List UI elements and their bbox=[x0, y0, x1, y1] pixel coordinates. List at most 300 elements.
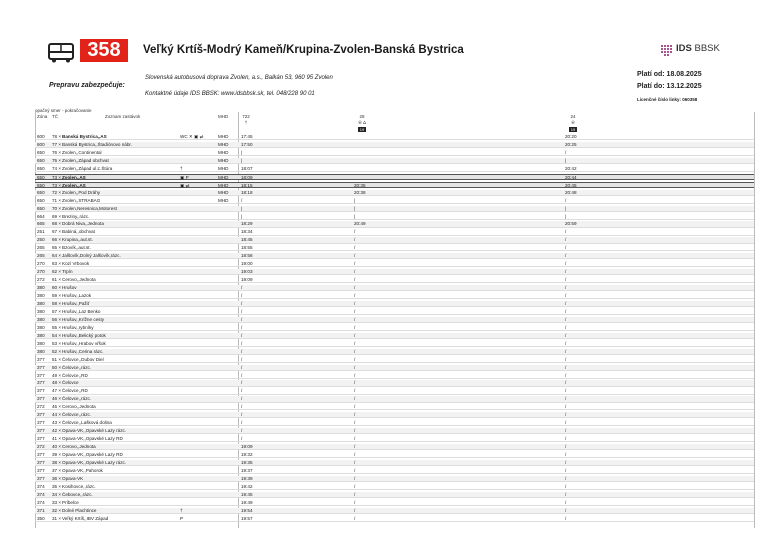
tc-cell: 54 × bbox=[52, 332, 62, 338]
table-row bbox=[35, 245, 754, 251]
valid-from: Platí od: 18.08.2025 bbox=[637, 71, 702, 78]
time-cell: | bbox=[241, 205, 243, 211]
trip-day-box: 19 bbox=[359, 127, 365, 132]
tc-cell: 39 × bbox=[52, 452, 62, 457]
time-cell: 18:07 bbox=[241, 165, 253, 171]
time-cell: / bbox=[354, 507, 356, 513]
time-cell: 19:49 bbox=[241, 499, 253, 505]
zone-cell: 664 bbox=[37, 213, 45, 219]
time-cell: 18:18 bbox=[241, 189, 253, 195]
stop-name: Hrušov,,Lazok bbox=[62, 293, 92, 298]
stop-name: Hrušov,,Cerina rázc. bbox=[62, 348, 104, 354]
time-cell: 18:55 bbox=[241, 245, 253, 251]
time-cell: 18:45 bbox=[241, 237, 253, 243]
zone-cell: 377 bbox=[37, 396, 45, 402]
time-cell: 20:44 bbox=[565, 174, 577, 180]
table-row bbox=[35, 182, 754, 188]
time-cell: / bbox=[565, 452, 567, 457]
time-cell: | bbox=[354, 197, 356, 203]
time-cell: / bbox=[354, 285, 356, 291]
time-cell: 20:20 bbox=[565, 134, 577, 139]
table-row bbox=[35, 357, 754, 363]
zone-cell: 270 bbox=[37, 269, 45, 275]
tc-cell: 64 × bbox=[52, 253, 62, 259]
time-cell: 19:45 bbox=[241, 491, 253, 497]
tc-cell: 48 × bbox=[52, 380, 62, 386]
time-cell: / bbox=[565, 428, 567, 434]
route-title: Veľký Krtíš-Modrý Kameň/Krupina-Zvolen-Banská Bystrica bbox=[143, 44, 464, 56]
time-cell: 19:35 bbox=[241, 459, 253, 465]
stop-name: Čelovce,,RD bbox=[62, 372, 88, 378]
time-cell: / bbox=[354, 372, 356, 378]
tc-cell: 38 × bbox=[52, 459, 62, 465]
time-cell: / bbox=[565, 149, 567, 155]
time-cell: 20:38 bbox=[354, 189, 366, 195]
stop-name: Dobrá Niva,,Jednota bbox=[62, 221, 104, 227]
zone-cell: 650 bbox=[37, 205, 45, 211]
stop-name: Hrušov,,Krížne cesty bbox=[62, 316, 105, 322]
time-cell: / bbox=[354, 348, 356, 354]
zone-cell: 650 bbox=[37, 157, 45, 163]
stop-name: Zvolen,,Pod Dráhy bbox=[62, 189, 101, 195]
zone-cell: 665 bbox=[37, 221, 45, 227]
table-row bbox=[35, 309, 754, 315]
table-row bbox=[35, 301, 754, 307]
zone-cell: 650 bbox=[37, 165, 45, 171]
tc-cell: 51 × bbox=[52, 356, 62, 362]
stop-name: Čelovce,,rázc. bbox=[62, 396, 92, 402]
table-row bbox=[35, 166, 754, 172]
time-cell: / bbox=[354, 253, 356, 259]
table-row bbox=[35, 349, 754, 355]
stop-name: Cerovo,,Jednota bbox=[62, 277, 96, 283]
zone-cell: 350 bbox=[37, 515, 45, 521]
stop-name: Hrušov,,rybníky bbox=[62, 324, 94, 330]
time-cell: | bbox=[241, 157, 243, 163]
stop-name: Opava-VK,,Opavské Lazy RD bbox=[62, 436, 123, 442]
zone-cell: 371 bbox=[37, 507, 45, 513]
valid-to: Platí do: 13.12.2025 bbox=[637, 83, 702, 90]
time-cell: / bbox=[565, 269, 567, 275]
tc-cell: 73 × bbox=[52, 174, 62, 180]
time-cell: / bbox=[354, 332, 356, 338]
table-row bbox=[35, 412, 754, 418]
tc-cell: 60 × bbox=[52, 285, 62, 291]
zone-cell: 272 bbox=[37, 277, 45, 283]
time-cell: / bbox=[565, 293, 567, 298]
table-row bbox=[35, 317, 754, 323]
table-row bbox=[35, 214, 754, 220]
time-cell: / bbox=[565, 412, 567, 418]
time-cell: / bbox=[241, 372, 243, 378]
time-cell: / bbox=[565, 459, 567, 465]
stop-name: Opava-VK bbox=[62, 475, 84, 481]
time-cell: / bbox=[241, 340, 243, 346]
tc-cell: 66 × bbox=[52, 237, 62, 243]
table-row bbox=[35, 206, 754, 212]
tc-cell: 69 × bbox=[52, 213, 62, 219]
time-cell: / bbox=[241, 308, 243, 314]
tc-cell: 31 × bbox=[52, 515, 62, 521]
time-cell: / bbox=[565, 491, 567, 497]
stop-name: Zvolen,,Západ ul.Ľ.Štúra bbox=[62, 165, 113, 171]
stop-name: Zvolen,,Západ obchvat bbox=[62, 157, 109, 163]
zone-cell: 377 bbox=[37, 388, 45, 394]
zone-cell: 377 bbox=[37, 436, 45, 442]
time-cell: / bbox=[565, 245, 567, 251]
tc-cell: 57 × bbox=[52, 308, 62, 314]
stop-name: Breziny,,rázc. bbox=[62, 213, 90, 219]
stop-name: Hrušov bbox=[62, 285, 77, 291]
table-row bbox=[35, 134, 754, 140]
time-cell: / bbox=[354, 452, 356, 457]
tc-cell: 53 × bbox=[52, 340, 62, 346]
stop-name: Zvolen,,Continental bbox=[62, 149, 102, 155]
zone-cell: 374 bbox=[37, 491, 45, 497]
stop-name: Cerovo,,Jednota bbox=[62, 444, 96, 450]
time-cell: 20:25 bbox=[565, 141, 577, 147]
tc-cell: 65 × bbox=[52, 245, 62, 251]
license-number: Licenčné číslo linky: 060358 bbox=[637, 97, 698, 102]
zone-cell: 270 bbox=[37, 261, 45, 267]
table-row bbox=[35, 190, 754, 196]
zone-cell: 650 bbox=[37, 182, 45, 188]
zone-cell: 380 bbox=[37, 300, 45, 306]
zone-cell: 377 bbox=[37, 452, 45, 457]
zone-cell: 380 bbox=[37, 332, 45, 338]
stop-name: Hrušov,,Laz Benko bbox=[62, 308, 101, 314]
col-tc-header: TČ bbox=[52, 114, 58, 119]
table-row bbox=[35, 333, 754, 339]
direction-note: opačný smer - pokračovanie bbox=[35, 108, 92, 113]
time-cell: / bbox=[565, 380, 567, 386]
time-cell: 19:39 bbox=[241, 475, 253, 481]
table-row bbox=[35, 174, 754, 180]
time-cell: 20:48 bbox=[565, 189, 577, 195]
tc-cell: 76 × bbox=[52, 149, 62, 155]
zone-cell: 265 bbox=[37, 253, 45, 259]
stop-name: Opava-VK,,Opavské Lazy RD bbox=[62, 452, 123, 457]
mhd-cell: MHD bbox=[218, 149, 229, 155]
time-cell: / bbox=[241, 436, 243, 442]
table-row bbox=[35, 269, 754, 275]
stop-name: Jalšovík,Dolný Jalšovík,rázc. bbox=[62, 253, 121, 259]
time-cell: / bbox=[241, 316, 243, 322]
tc-cell: 67 × bbox=[52, 229, 62, 235]
stop-name: Hrušov,,Pažiť bbox=[62, 300, 90, 306]
trip-symbols: ⑥ Δ bbox=[357, 120, 367, 125]
time-cell: / bbox=[565, 308, 567, 314]
time-cell: / bbox=[241, 285, 243, 291]
time-cell: / bbox=[354, 436, 356, 442]
time-cell: / bbox=[354, 316, 356, 322]
table-row bbox=[35, 476, 754, 482]
stop-name: Zvolen,,STRABAG bbox=[62, 197, 101, 203]
zone-cell: 377 bbox=[37, 364, 45, 370]
table-row bbox=[35, 341, 754, 347]
col-zone-header: Zóna bbox=[37, 114, 48, 119]
stop-name: Čelovce,,rázc. bbox=[62, 364, 92, 370]
time-cell: / bbox=[565, 388, 567, 394]
time-cell: 18:34 bbox=[241, 229, 253, 235]
time-cell: | bbox=[565, 205, 567, 211]
zone-cell: 600 bbox=[37, 141, 45, 147]
time-cell: | bbox=[565, 157, 567, 163]
table-row bbox=[35, 253, 754, 259]
time-cell: / bbox=[565, 253, 567, 259]
time-cell: / bbox=[565, 420, 567, 426]
zone-cell: 377 bbox=[37, 420, 45, 426]
time-cell: / bbox=[354, 491, 356, 497]
tc-cell: 32 × bbox=[52, 507, 62, 513]
time-cell: / bbox=[565, 364, 567, 370]
stop-name: Čelovce,,rázc. bbox=[62, 412, 92, 418]
tc-cell: 68 × bbox=[52, 221, 62, 227]
timetable bbox=[35, 112, 754, 532]
time-cell: / bbox=[565, 404, 567, 410]
time-cell: | bbox=[354, 205, 356, 211]
mhd-cell: MHD bbox=[218, 197, 229, 203]
time-cell: / bbox=[241, 388, 243, 394]
col-stops-header: Zoznam zastávok bbox=[105, 114, 141, 119]
time-cell: / bbox=[241, 396, 243, 402]
time-cell: 17:45 bbox=[241, 134, 253, 139]
zone-cell: 374 bbox=[37, 499, 45, 505]
time-cell: / bbox=[354, 245, 356, 251]
zone-cell: 380 bbox=[37, 293, 45, 298]
tc-cell: 41 × bbox=[52, 436, 62, 442]
zone-cell: 377 bbox=[37, 356, 45, 362]
table-row bbox=[35, 373, 754, 379]
table-row bbox=[35, 325, 754, 331]
time-cell: / bbox=[565, 475, 567, 481]
table-row bbox=[35, 428, 754, 434]
trip-number: 24 bbox=[570, 114, 576, 119]
time-cell: / bbox=[354, 420, 356, 426]
tc-cell: 73 × bbox=[52, 182, 62, 188]
stop-name: Čebovce,,rázc. bbox=[62, 491, 93, 497]
time-cell: / bbox=[565, 372, 567, 378]
table-row bbox=[35, 229, 754, 235]
table-row bbox=[35, 150, 754, 156]
zone-cell: 377 bbox=[37, 475, 45, 481]
time-cell: / bbox=[241, 412, 243, 418]
table-row bbox=[35, 221, 754, 227]
trip-number: 28 bbox=[359, 114, 365, 119]
time-cell: / bbox=[354, 364, 356, 370]
time-cell: / bbox=[241, 380, 243, 386]
logo-text: IDS BBSK bbox=[676, 43, 720, 54]
tc-cell: 36 × bbox=[52, 475, 62, 481]
time-cell: / bbox=[354, 237, 356, 243]
time-cell: / bbox=[354, 396, 356, 402]
table-row bbox=[35, 198, 754, 204]
table-row bbox=[35, 237, 754, 243]
time-cell: / bbox=[354, 459, 356, 465]
table-row bbox=[35, 444, 754, 450]
table-row bbox=[35, 484, 754, 490]
time-cell: / bbox=[565, 332, 567, 338]
time-cell: 19:03 bbox=[241, 269, 253, 275]
time-cell: / bbox=[354, 475, 356, 481]
time-cell: / bbox=[354, 269, 356, 275]
time-cell: 17:50 bbox=[241, 141, 253, 147]
time-cell: 19:57 bbox=[241, 515, 253, 521]
tc-cell: 40 × bbox=[52, 444, 62, 450]
time-cell: 18:29 bbox=[241, 221, 253, 227]
tc-cell: 70 × bbox=[52, 205, 62, 211]
time-cell: / bbox=[565, 515, 567, 521]
time-cell: / bbox=[565, 277, 567, 283]
time-cell: 19:42 bbox=[241, 483, 253, 489]
zone-cell: 380 bbox=[37, 348, 45, 354]
time-cell: / bbox=[354, 229, 356, 235]
trip-symbols: † bbox=[244, 120, 248, 125]
time-cell: / bbox=[565, 467, 567, 473]
stop-symbols: ▣ ⇌ bbox=[180, 182, 190, 188]
mhd-cell: MHD bbox=[218, 141, 229, 147]
stop-name: Čelovce,,RD bbox=[62, 388, 88, 394]
time-cell: 19:37 bbox=[241, 467, 253, 473]
time-cell: / bbox=[565, 229, 567, 235]
table-row bbox=[35, 365, 754, 371]
stop-name: Príbelce bbox=[62, 499, 79, 505]
tc-cell: 35 × bbox=[52, 483, 62, 489]
stop-name: Babiná,,obchvat bbox=[62, 229, 95, 235]
stop-name: Čelovce,,Dubov Diel bbox=[62, 356, 104, 362]
time-cell: 18:58 bbox=[241, 253, 253, 259]
time-cell: / bbox=[354, 428, 356, 434]
contact-info: Kontaktné údaje IDS BBSK: www.idsbbsk.sk, tel. 048/228 90 01 bbox=[145, 91, 315, 97]
time-cell: / bbox=[241, 332, 243, 338]
table-row bbox=[35, 460, 754, 466]
time-cell: / bbox=[354, 308, 356, 314]
provider-label: Prepravu zabezpečuje: bbox=[49, 82, 125, 89]
time-cell: / bbox=[354, 293, 356, 298]
time-cell: / bbox=[241, 348, 243, 354]
tc-cell: 33 × bbox=[52, 499, 62, 505]
tc-cell: 47 × bbox=[52, 388, 62, 394]
tc-cell: 71 × bbox=[52, 197, 62, 203]
zone-cell: 380 bbox=[37, 285, 45, 291]
time-cell: / bbox=[354, 388, 356, 394]
time-cell: 18:09 bbox=[241, 174, 253, 180]
tc-cell: 49 × bbox=[52, 372, 62, 378]
time-cell: / bbox=[354, 467, 356, 473]
time-cell: / bbox=[241, 428, 243, 434]
time-cell: / bbox=[354, 515, 356, 521]
col-mhd-header: MHD bbox=[218, 114, 229, 119]
stop-name: Banská Bystrica,,AS bbox=[62, 134, 107, 139]
tc-cell: 58 × bbox=[52, 300, 62, 306]
time-cell: / bbox=[354, 444, 356, 450]
zone-cell: 377 bbox=[37, 372, 45, 378]
time-cell: 18:15 bbox=[241, 182, 253, 188]
time-cell: 19:00 bbox=[241, 261, 253, 267]
timetable-rows bbox=[35, 134, 754, 528]
stop-name: Opava-VK,,Opavské Lazy rázc. bbox=[62, 459, 127, 465]
time-cell: / bbox=[565, 507, 567, 513]
tc-cell: 44 × bbox=[52, 412, 62, 418]
time-cell: | bbox=[565, 213, 567, 219]
stop-name: Zvolen,Neresnica,Motorest bbox=[62, 205, 117, 211]
time-cell: / bbox=[241, 324, 243, 330]
zone-cell: 377 bbox=[37, 428, 45, 434]
line-number-badge: 358 bbox=[80, 39, 128, 62]
time-cell: / bbox=[565, 348, 567, 354]
bus-icon bbox=[48, 43, 74, 63]
time-cell: / bbox=[241, 404, 243, 410]
stop-name: Opava-VK,,Opavské Lazy rázc. bbox=[62, 428, 127, 434]
table-row bbox=[35, 452, 754, 458]
zone-cell: 250 bbox=[37, 237, 45, 243]
mhd-cell: MHD bbox=[218, 157, 229, 163]
stop-name: Banská Bystrica,,Štadiónovo nábr. bbox=[62, 141, 132, 147]
tc-cell: 63 × bbox=[52, 261, 62, 267]
time-cell: / bbox=[241, 356, 243, 362]
tc-cell: 46 × bbox=[52, 396, 62, 402]
time-cell: 19:32 bbox=[241, 452, 253, 457]
time-cell: / bbox=[565, 356, 567, 362]
zone-cell: 380 bbox=[37, 316, 45, 322]
tc-cell: 34 × bbox=[52, 491, 62, 497]
stop-name: Zvolen,,AS bbox=[62, 174, 86, 180]
tc-cell: 75 × bbox=[52, 157, 62, 163]
time-cell: / bbox=[241, 420, 243, 426]
tc-cell: 50 × bbox=[52, 364, 62, 370]
tc-cell: 45 × bbox=[52, 404, 62, 410]
tc-cell: 42 × bbox=[52, 428, 62, 434]
time-cell: | bbox=[241, 213, 243, 219]
table-row bbox=[35, 436, 754, 442]
tc-cell: 43 × bbox=[52, 420, 62, 426]
time-cell: / bbox=[354, 277, 356, 283]
table-row bbox=[35, 508, 754, 514]
time-cell: 20:42 bbox=[565, 165, 577, 171]
table-row bbox=[35, 500, 754, 506]
time-cell: / bbox=[565, 483, 567, 489]
table-row bbox=[35, 142, 754, 148]
tc-cell: 62 × bbox=[52, 269, 62, 275]
time-cell: / bbox=[354, 300, 356, 306]
stop-name: Veľký Krtíš,,IBV Západ bbox=[62, 515, 109, 521]
table-row bbox=[35, 158, 754, 164]
time-cell: 20:45 bbox=[565, 182, 577, 188]
table-row bbox=[35, 396, 754, 402]
zone-cell: 380 bbox=[37, 340, 45, 346]
table-row bbox=[35, 261, 754, 267]
tc-cell: 72 × bbox=[52, 189, 62, 195]
tc-cell: 77 × bbox=[52, 141, 62, 147]
stop-name: Hrušov,,Hrabov vŕšok bbox=[62, 340, 106, 346]
table-row bbox=[35, 468, 754, 474]
zone-cell: 650 bbox=[37, 149, 45, 155]
time-cell: / bbox=[565, 396, 567, 402]
time-cell: / bbox=[565, 316, 567, 322]
time-cell: / bbox=[565, 444, 567, 450]
time-cell: 19:09 bbox=[241, 444, 253, 450]
time-cell: | bbox=[354, 213, 356, 219]
zone-cell: 650 bbox=[37, 174, 45, 180]
table-row bbox=[35, 285, 754, 291]
time-cell: 19:09 bbox=[241, 277, 253, 283]
tc-cell: 78 × bbox=[52, 134, 62, 139]
time-cell: / bbox=[354, 483, 356, 489]
time-cell: 19:54 bbox=[241, 507, 253, 513]
trip-number: 722 bbox=[242, 114, 250, 119]
time-cell: / bbox=[354, 324, 356, 330]
mhd-cell: MHD bbox=[218, 174, 229, 180]
